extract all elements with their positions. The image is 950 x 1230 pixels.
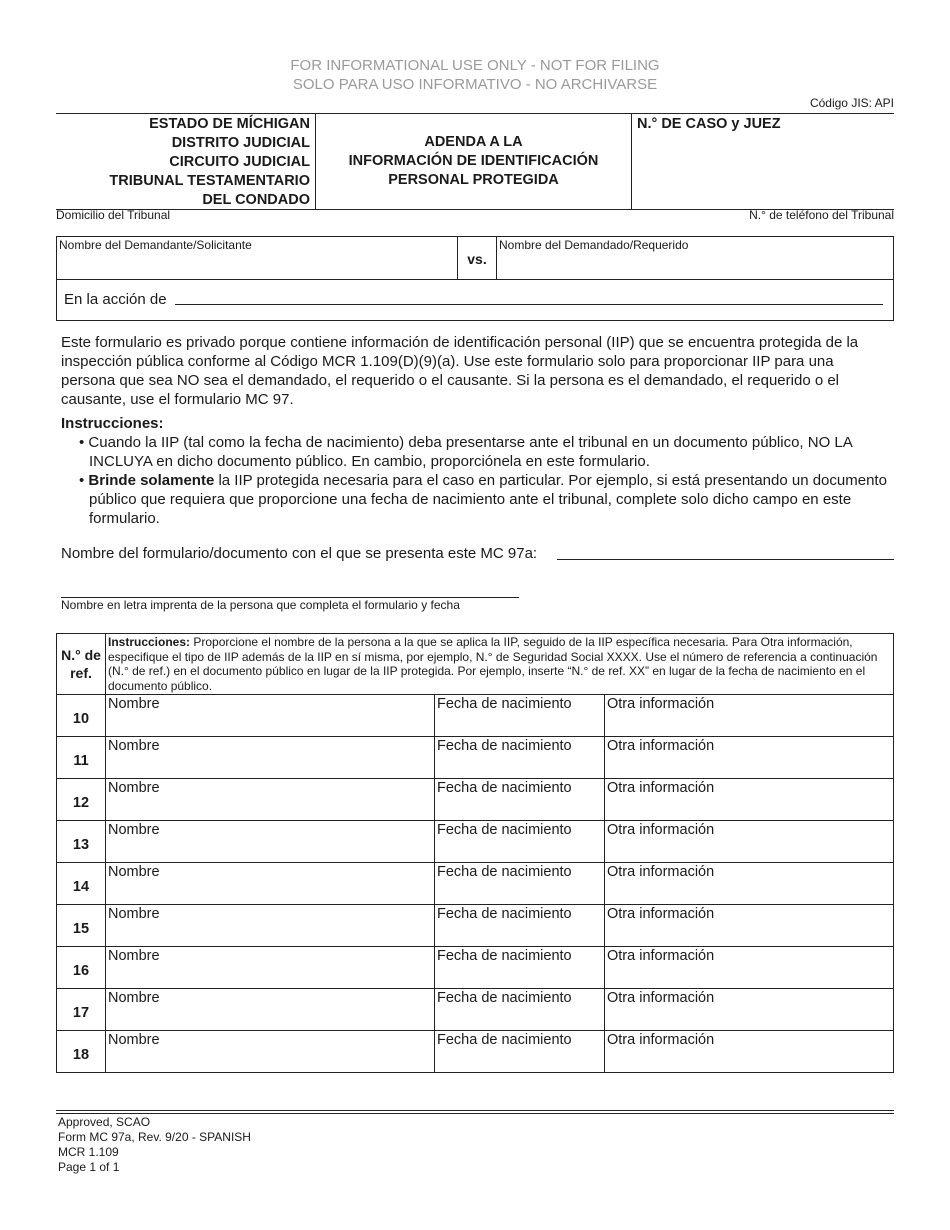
table-row xyxy=(57,821,894,863)
ref-number: 13 xyxy=(57,821,106,863)
dob-label: Fecha de nacimiento xyxy=(437,864,572,881)
other-info-label: Otra información xyxy=(607,822,715,839)
dob-label: Fecha de nacimiento xyxy=(437,906,572,923)
footer-divider xyxy=(56,1110,894,1111)
table-row xyxy=(57,779,894,821)
plaintiff-field[interactable] xyxy=(57,237,458,280)
district-label: DISTRITO JUDICIAL xyxy=(171,135,310,151)
form-name-field[interactable] xyxy=(557,559,894,560)
form-header xyxy=(56,113,894,210)
name-cell[interactable] xyxy=(106,905,435,947)
name-label: Nombre xyxy=(108,990,160,1007)
name-cell[interactable] xyxy=(106,863,435,905)
other-info-cell[interactable] xyxy=(605,1031,894,1073)
probate-label: TRIBUNAL TESTAMENTARIO xyxy=(109,173,310,189)
name-cell[interactable] xyxy=(106,1031,435,1073)
table-row xyxy=(57,905,894,947)
other-info-cell[interactable] xyxy=(605,989,894,1031)
table-row xyxy=(57,1031,894,1073)
other-info-cell[interactable] xyxy=(605,947,894,989)
dob-cell[interactable] xyxy=(435,737,605,779)
dob-cell[interactable] xyxy=(435,1031,605,1073)
other-info-label: Otra información xyxy=(607,906,715,923)
vs-label: vs. xyxy=(458,237,496,280)
case-number-label: N.° DE CASO y JUEZ xyxy=(637,116,781,132)
name-label: Nombre xyxy=(108,780,160,797)
other-info-label: Otra información xyxy=(607,990,715,1007)
title-line: INFORMACIÓN DE IDENTIFICACIÓN xyxy=(348,153,599,169)
table-row xyxy=(57,947,894,989)
plaintiff-label: Nombre del Demandante/Solicitante xyxy=(59,238,252,252)
dob-cell[interactable] xyxy=(435,947,605,989)
footer-rule: MCR 1.109 xyxy=(58,1145,119,1159)
other-info-cell[interactable] xyxy=(605,905,894,947)
dob-cell[interactable] xyxy=(435,779,605,821)
instructions-heading: Instrucciones: xyxy=(61,415,164,432)
name-label: Nombre xyxy=(108,906,160,923)
intro-paragraph: Este formulario es privado porque contiene información de identificación personal (IIP) que se encuentra protegida de la inspección pública conforme al Código MCR 1.109(D)(9)(a). Use este formulario solo para proporcionar IIP para una persona que sea NO sea el demandado, el requerido o el causante. Si la persona es el demandado, el requerido o el causante, use el formulario MC 97. xyxy=(61,334,859,408)
parties-box xyxy=(56,236,894,321)
footer-form-number: Form MC 97a, Rev. 9/20 - SPANISH xyxy=(58,1130,251,1144)
dob-cell[interactable] xyxy=(435,863,605,905)
action-label: En la acción de xyxy=(64,291,167,308)
print-name-label: Nombre en letra imprenta de la persona que completa el formulario y fecha xyxy=(61,598,460,612)
court-phone-label: N.° de teléfono del Tribunal xyxy=(749,208,894,222)
ref-number: 15 xyxy=(57,905,106,947)
instruction-bullet: • Brinde solamente la IIP protegida necesaria para el caso en particular. Por ejemplo, si está presentando un documento público que requiera que proporcione una fecha de nacimiento ante el tribunal, complete solo dicho campo en este formulario. xyxy=(79,472,887,527)
dob-label: Fecha de nacimiento xyxy=(437,696,572,713)
court-address-label: Domicilio del Tribunal xyxy=(56,208,171,222)
name-cell[interactable] xyxy=(106,947,435,989)
table-header-row xyxy=(57,634,894,695)
defendant-label: Nombre del Demandado/Requerido xyxy=(499,238,689,252)
dob-label: Fecha de nacimiento xyxy=(437,948,572,965)
form-name-label: Nombre del formulario/documento con el que se presenta este MC 97a: xyxy=(61,545,538,562)
footer-approved: Approved, SCAO xyxy=(58,1115,151,1129)
name-label: Nombre xyxy=(108,1032,160,1049)
table-row xyxy=(57,695,894,737)
table-row xyxy=(57,863,894,905)
title-line: PERSONAL PROTEGIDA xyxy=(388,172,559,188)
other-info-cell[interactable] xyxy=(605,695,894,737)
dob-label: Fecha de nacimiento xyxy=(437,780,572,797)
table-instructions-heading: Instrucciones: xyxy=(108,635,191,649)
other-info-cell[interactable] xyxy=(605,737,894,779)
name-cell[interactable] xyxy=(106,779,435,821)
footer-divider xyxy=(56,1113,894,1114)
name-cell[interactable] xyxy=(106,821,435,863)
title-line: ADENDA A LA xyxy=(424,134,523,150)
name-label: Nombre xyxy=(108,864,160,881)
table-instructions xyxy=(106,634,894,695)
dob-cell[interactable] xyxy=(435,905,605,947)
name-label: Nombre xyxy=(108,948,160,965)
dob-label: Fecha de nacimiento xyxy=(437,822,572,839)
defendant-field[interactable] xyxy=(496,237,893,280)
case-number-field[interactable] xyxy=(632,114,894,209)
instruction-text: Cuando la IIP (tal como la fecha de nacimiento) deba presentarse ante el tribunal en un documento público, NO LA INCLUYA en dicho documento público. En cambio, proporciónela en este formulario. xyxy=(88,434,852,470)
ref-number: 12 xyxy=(57,779,106,821)
instruction-emphasis: Brinde solamente xyxy=(88,472,215,489)
name-label: Nombre xyxy=(108,822,160,839)
other-info-label: Otra información xyxy=(607,1032,715,1049)
ref-number: 14 xyxy=(57,863,106,905)
other-info-cell[interactable] xyxy=(605,863,894,905)
name-label: Nombre xyxy=(108,696,160,713)
dob-cell[interactable] xyxy=(435,989,605,1031)
ref-header: N.° de ref. xyxy=(57,634,106,695)
ref-number: 10 xyxy=(57,695,106,737)
ref-number: 17 xyxy=(57,989,106,1031)
court-info xyxy=(56,114,316,209)
name-cell[interactable] xyxy=(106,695,435,737)
table-row xyxy=(57,989,894,1031)
other-info-label: Otra información xyxy=(607,780,715,797)
other-info-label: Otra información xyxy=(607,696,715,713)
form-title xyxy=(316,114,632,209)
iip-table xyxy=(56,633,894,1073)
instruction-text: la IIP protegida necesaria para el caso en particular. Por ejemplo, si está presentando un documento público que requiera que proporcione una fecha de nacimiento ante el tribunal, complete solo dicho campo en este formulario. xyxy=(89,472,887,527)
circuit-label: CIRCUITO JUDICIAL xyxy=(169,154,310,170)
watermark-en: FOR INFORMATIONAL USE ONLY - NOT FOR FILING xyxy=(290,57,660,74)
other-info-label: Otra información xyxy=(607,864,715,881)
dob-label: Fecha de nacimiento xyxy=(437,990,572,1007)
name-cell[interactable] xyxy=(106,737,435,779)
table-instructions-text: Proporcione el nombre de la persona a la que se aplica la IIP, seguido de la IIP específica necesaria. Para Otra información, especifique el tipo de IIP además de la IIP en sí misma, por ejemplo, N.° de Seguridad Social XXXX. Use el número de referencia a continuación (N.° de ref.) en el documento público en lugar de la IIP protegida. Por ejemplo, inserte “N.° de ref. XX” en lugar de la fecha de nacimiento en el documento público. xyxy=(108,635,878,693)
instruction-bullet: • Cuando la IIP (tal como la fecha de nacimiento) deba presentarse ante el tribunal en un documento público, NO LA INCLUYA en dicho documento público. En cambio, proporciónela en este formulario. xyxy=(79,434,852,470)
ref-number: 11 xyxy=(57,737,106,779)
action-field[interactable] xyxy=(175,304,883,305)
other-info-label: Otra información xyxy=(607,948,715,965)
table-row xyxy=(57,737,894,779)
watermark-es: SOLO PARA USO INFORMATIVO - NO ARCHIVARSE xyxy=(292,76,658,93)
footer-page: Page 1 of 1 xyxy=(58,1160,120,1174)
dob-label: Fecha de nacimiento xyxy=(437,738,572,755)
footer xyxy=(58,1115,251,1175)
other-info-cell[interactable] xyxy=(605,779,894,821)
name-cell[interactable] xyxy=(106,989,435,1031)
dob-label: Fecha de nacimiento xyxy=(437,1032,572,1049)
other-info-label: Otra información xyxy=(607,738,715,755)
jis-code: Código JIS: API xyxy=(809,96,894,110)
state-name: ESTADO DE MÍCHIGAN xyxy=(149,116,310,132)
ref-number: 16 xyxy=(57,947,106,989)
dob-cell[interactable] xyxy=(435,695,605,737)
county-label: DEL CONDADO xyxy=(202,192,310,208)
dob-cell[interactable] xyxy=(435,821,605,863)
other-info-cell[interactable] xyxy=(605,821,894,863)
name-label: Nombre xyxy=(108,738,160,755)
ref-number: 18 xyxy=(57,1031,106,1073)
